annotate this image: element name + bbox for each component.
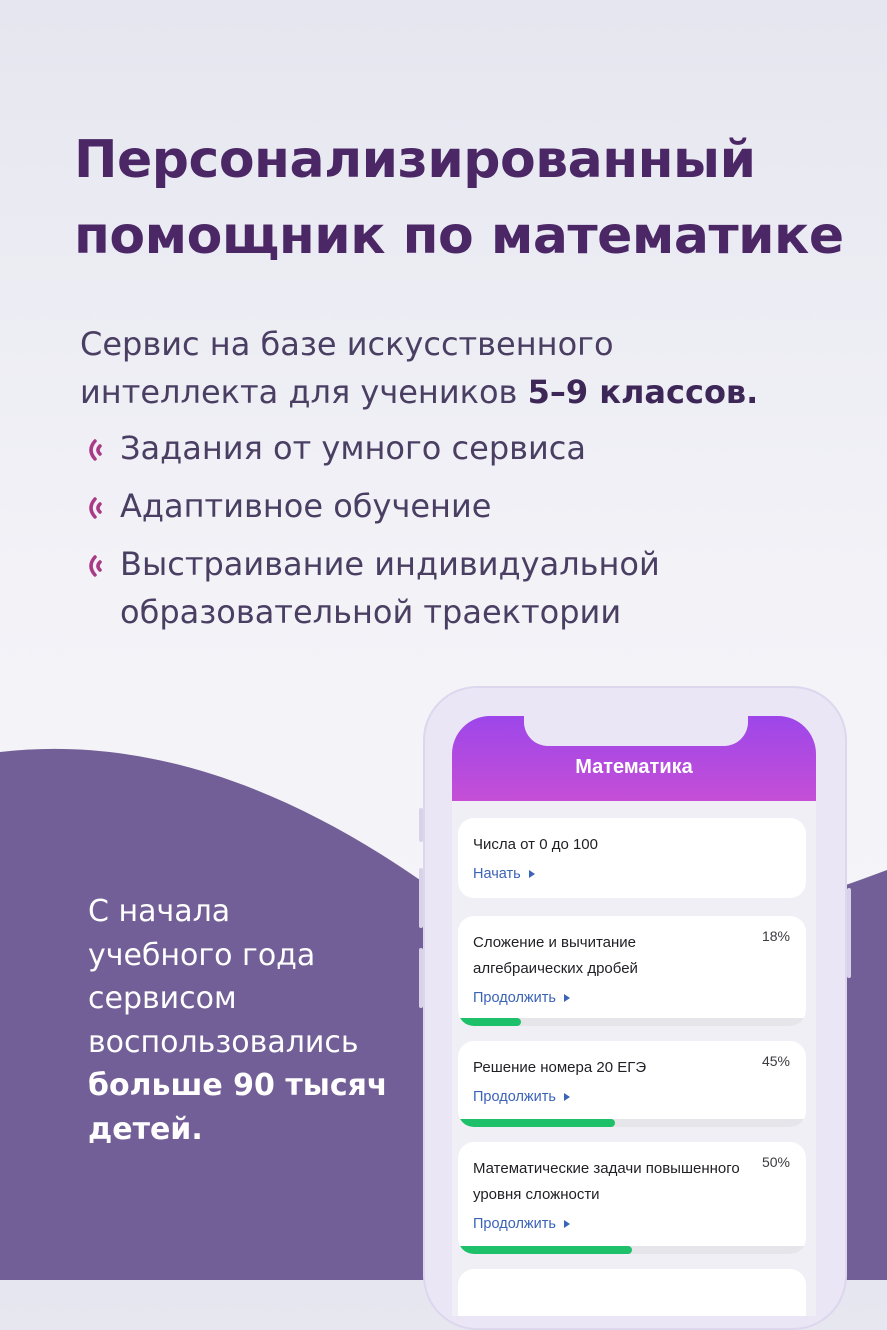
continue-label: Продолжить — [473, 990, 556, 1006]
lesson-card[interactable] — [458, 1142, 806, 1254]
phone-screen — [452, 716, 816, 1316]
stat-line: учебного года — [88, 937, 316, 973]
app-title: Математика — [575, 756, 693, 778]
progress-percent: 45% — [761, 1053, 790, 1069]
intro-line-1: Сервис на базе искусственного — [80, 325, 614, 363]
progress-percent: 18% — [761, 928, 790, 944]
progress-fill — [458, 1018, 521, 1026]
progress-track — [458, 1246, 806, 1254]
continue-button[interactable] — [473, 1216, 570, 1232]
continue-label: Продолжить — [473, 1089, 556, 1105]
lesson-title: Числа от 0 до 100 — [473, 836, 598, 853]
play-icon — [564, 1220, 570, 1228]
lesson-card[interactable] — [458, 1041, 806, 1127]
continue-button[interactable] — [473, 1089, 570, 1105]
stat-line: воспользовались — [88, 1024, 359, 1060]
lesson-title: Решение номера 20 ЕГЭ — [473, 1059, 647, 1076]
stat-highlight: детей. — [88, 1111, 203, 1147]
phone-side-button — [419, 948, 423, 1008]
lesson-card-partial[interactable] — [458, 1269, 806, 1316]
intro-grades: 5–9 классов. — [527, 373, 759, 411]
title-line-2: помощник по математике — [74, 206, 844, 266]
feature-text-cont: образовательной траектории — [120, 593, 622, 631]
continue-button[interactable] — [473, 990, 570, 1006]
progress-percent: 50% — [761, 1154, 790, 1170]
phone-side-button — [419, 808, 423, 842]
play-icon — [564, 1093, 570, 1101]
lesson-card[interactable] — [458, 916, 806, 1026]
progress-track — [458, 1119, 806, 1127]
feature-text: Адаптивное обучение — [120, 487, 492, 525]
app-header — [452, 716, 816, 801]
intro-line-2: интеллекта для учеников — [80, 373, 528, 411]
lesson-title: Сложение и вычитание алгебраических дробей — [473, 934, 638, 977]
lesson-title: Математические задачи повышенного уровня сложности — [473, 1160, 740, 1203]
progress-fill — [458, 1119, 615, 1127]
start-button[interactable] — [473, 866, 535, 882]
continue-label: Продолжить — [473, 1216, 556, 1232]
stat-line: С начала — [88, 894, 231, 929]
stat-highlight: больше 90 тысяч — [88, 1068, 388, 1103]
stat-text — [88, 890, 408, 1151]
phone-side-button — [419, 868, 423, 928]
progress-fill — [458, 1246, 632, 1254]
phone-notch — [524, 716, 748, 746]
feature-text: Выстраивание индивидуальной — [120, 545, 660, 583]
phone-power-button — [847, 888, 851, 978]
start-label: Начать — [473, 866, 521, 882]
title-line-1: Персонализированный — [74, 130, 756, 190]
feature-text: Задания от умного сервиса — [120, 429, 586, 467]
lesson-card[interactable] — [458, 818, 806, 898]
progress-track — [458, 1018, 806, 1026]
play-icon — [564, 994, 570, 1002]
stat-line: сервисом — [88, 981, 237, 1016]
play-icon — [529, 870, 535, 878]
